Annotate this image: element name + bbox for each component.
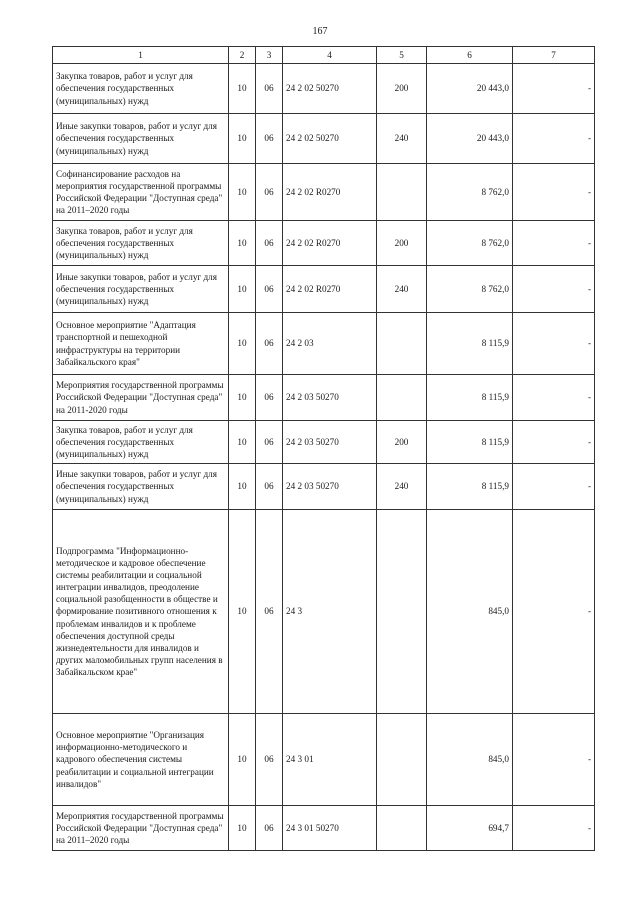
row-section: 10 [229, 421, 256, 464]
row-target-code: 24 2 02 R0270 [283, 164, 377, 221]
row-amount: 845,0 [427, 510, 513, 714]
row-target-code: 24 2 02 50270 [283, 114, 377, 164]
row-section: 10 [229, 221, 256, 266]
row-target-code: 24 3 01 [283, 714, 377, 806]
row-amount: 8 115,9 [427, 421, 513, 464]
row-name: Мероприятия государственной программы Российской Федерации "Доступная среда" на 2011–2020 годы [53, 806, 229, 851]
row-name: Закупка товаров, работ и услуг для обеспечения государственных (муниципальных) нужд [53, 221, 229, 266]
row-subsection: 06 [256, 375, 283, 421]
column-header: 3 [256, 47, 283, 64]
row-target-code: 24 2 03 [283, 313, 377, 375]
row-amount: 845,0 [427, 714, 513, 806]
table-row [53, 114, 595, 164]
row-amount: 20 443,0 [427, 114, 513, 164]
row-subsection: 06 [256, 164, 283, 221]
row-expense-type: 200 [377, 64, 427, 114]
row-subsection: 06 [256, 313, 283, 375]
row-subsection: 06 [256, 421, 283, 464]
row-target-code: 24 2 02 50270 [283, 64, 377, 114]
row-target-code: 24 3 [283, 510, 377, 714]
row-name: Основное мероприятие "Организация информационно-методического и кадрового обеспечения системы реабилитации и социальной интеграции инвалидов" [53, 714, 229, 806]
page-number: 167 [312, 26, 328, 37]
row-amount: 8 115,9 [427, 375, 513, 421]
row-subsection: 06 [256, 266, 283, 313]
table-row [53, 510, 595, 714]
table-row [53, 266, 595, 313]
row-section: 10 [229, 806, 256, 851]
row-subsection: 06 [256, 114, 283, 164]
budget-table [52, 46, 595, 851]
column-header: 7 [513, 47, 595, 64]
row-expense-type [377, 806, 427, 851]
column-header: 6 [427, 47, 513, 64]
row-expense-type [377, 313, 427, 375]
row-amount: 8 762,0 [427, 266, 513, 313]
column-header: 4 [283, 47, 377, 64]
column-header: 2 [229, 47, 256, 64]
row-expense-type [377, 510, 427, 714]
row-column-7: - [513, 714, 595, 806]
table-header-row [53, 47, 595, 64]
row-amount: 8 762,0 [427, 221, 513, 266]
row-expense-type: 240 [377, 266, 427, 313]
row-section: 10 [229, 266, 256, 313]
row-subsection: 06 [256, 221, 283, 266]
row-target-code: 24 2 02 R0270 [283, 221, 377, 266]
row-column-7: - [513, 421, 595, 464]
row-name: Подпрограмма "Информационно-методическое и кадровое обеспечение системы реабилитации и социальной интеграции инвалидов, преодоление социальной разобщенности в обществе и формирование позитивного отношения к проблемам инвалидов и к проблеме обеспечения доступной среды жизнедеятельности для инвалидов и других маломобильных групп населения в Забайкальском крае" [53, 510, 229, 714]
column-header: 5 [377, 47, 427, 64]
row-subsection: 06 [256, 714, 283, 806]
table-row [53, 313, 595, 375]
row-expense-type [377, 714, 427, 806]
row-column-7: - [513, 313, 595, 375]
row-expense-type: 240 [377, 114, 427, 164]
table-row [53, 164, 595, 221]
row-target-code: 24 2 03 50270 [283, 375, 377, 421]
row-name: Основное мероприятие "Адаптация транспортной и пешеходной инфраструктуры на территории Забайкальского края" [53, 313, 229, 375]
table-row [53, 421, 595, 464]
row-target-code: 24 3 01 50270 [283, 806, 377, 851]
row-expense-type: 200 [377, 421, 427, 464]
row-expense-type: 240 [377, 464, 427, 510]
row-column-7: - [513, 221, 595, 266]
row-amount: 8 115,9 [427, 464, 513, 510]
row-section: 10 [229, 714, 256, 806]
row-section: 10 [229, 114, 256, 164]
table-row [53, 714, 595, 806]
row-name: Софинансирование расходов на мероприятия государственной программы Российской Федерации "Доступная среда" на 2011–2020 годы [53, 164, 229, 221]
row-section: 10 [229, 375, 256, 421]
row-column-7: - [513, 114, 595, 164]
row-subsection: 06 [256, 64, 283, 114]
row-name: Мероприятия государственной программы Российской Федерации "Доступная среда" на 2011-2020 годы [53, 375, 229, 421]
column-header: 1 [53, 47, 229, 64]
row-subsection: 06 [256, 806, 283, 851]
row-expense-type [377, 375, 427, 421]
row-target-code: 24 2 03 50270 [283, 421, 377, 464]
row-name: Иные закупки товаров, работ и услуг для обеспечения государственных (муниципальных) нужд [53, 114, 229, 164]
table-row [53, 64, 595, 114]
table-row [53, 375, 595, 421]
row-name: Иные закупки товаров, работ и услуг для обеспечения государственных (муниципальных) нужд [53, 266, 229, 313]
row-column-7: - [513, 510, 595, 714]
row-section: 10 [229, 313, 256, 375]
row-name: Иные закупки товаров, работ и услуг для обеспечения государственных (муниципальных) нужд [53, 464, 229, 510]
table-row [53, 464, 595, 510]
row-column-7: - [513, 806, 595, 851]
row-amount: 20 443,0 [427, 64, 513, 114]
row-name: Закупка товаров, работ и услуг для обеспечения государственных (муниципальных) нужд [53, 64, 229, 114]
row-amount: 8 115,9 [427, 313, 513, 375]
row-column-7: - [513, 375, 595, 421]
row-column-7: - [513, 464, 595, 510]
row-name: Закупка товаров, работ и услуг для обеспечения государственных (муниципальных) нужд [53, 421, 229, 464]
row-section: 10 [229, 464, 256, 510]
row-section: 10 [229, 164, 256, 221]
row-target-code: 24 2 02 R0270 [283, 266, 377, 313]
table-row [53, 806, 595, 851]
table-row [53, 221, 595, 266]
row-column-7: - [513, 64, 595, 114]
row-subsection: 06 [256, 510, 283, 714]
row-amount: 8 762,0 [427, 164, 513, 221]
row-subsection: 06 [256, 464, 283, 510]
row-column-7: - [513, 164, 595, 221]
row-section: 10 [229, 510, 256, 714]
row-expense-type [377, 164, 427, 221]
row-amount: 694,7 [427, 806, 513, 851]
row-expense-type: 200 [377, 221, 427, 266]
row-column-7: - [513, 266, 595, 313]
row-target-code: 24 2 03 50270 [283, 464, 377, 510]
row-section: 10 [229, 64, 256, 114]
